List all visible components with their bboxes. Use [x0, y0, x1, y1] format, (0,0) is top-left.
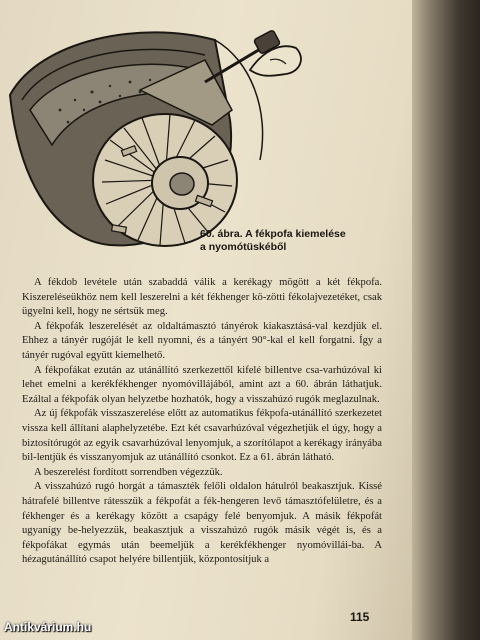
figure-caption-line-1: 60. ábra. A fékpofa kiemelése	[200, 228, 346, 240]
figure-caption-line-2: a nyomótüskéből	[200, 241, 287, 253]
page-edge-shadow	[412, 0, 480, 640]
paragraph: Az új fékpofák visszaszerelése előtt az automatikus fékpofa-utánállító szerkezetet vissza kell állítani alaphelyzetébe. Ezt két csavarhúzóval végezhetjük el úgy, hogy a biztosítórugót az egyik csavarhúzóval lenyomjuk, a szorítólapot a kerékagy irányába bil-lentjük és visszanyomjuk az utánállító csonkot. Ez a 61. ábrán látható.	[22, 408, 382, 464]
paragraph: A beszerelést fordított sorrendben végezzük.	[34, 466, 223, 478]
figure-caption	[200, 228, 400, 254]
brake-drum-illustration	[0, 0, 412, 262]
watermark: Antikvárium.hu	[4, 620, 92, 634]
body-text	[22, 276, 382, 568]
paragraph: A fékpofákat ezután az utánállító szerkezettől kifelé billentve csa-varhúzóval ki lehet emelni a kerékfékhenger nyomóvillájából, amint azt a 60. ábrán láthatjuk. Ezáltal a fékpofák olyan helyzetbe hozhatók, hogy a visszahúzó rugók meglazulnak.	[22, 364, 382, 405]
paragraph: A fékpofák leszerelését az oldaltámasztó tányérok kiakasztásá-val kezdjük el. Ehhez a tányér rugóját le kell nyomni, és a tányért 90°-kal el kell forgatni. Így a tányér rugóval együtt kiemelhető.	[22, 320, 382, 361]
paragraph: A visszahúzó rugó horgát a támaszték felőli oldalon hátulról beakasztjuk. Kissé hátrafelé billentve rátesszük a fékpofát a fék-hengeren levő támasztófelületre, és a fékhenger és a kerékagy között a csapágy felé benyomjuk. A másik fékpofát ugyanígy be-helyezzük, beakasztjuk a visszahúzó rugók másik végét is, és a fékpofákat egymás után beemeljük a kerékfékhenger nyomóvillái-ba. A hézagutánállító csapot helyére billentjük, központosítjuk a	[22, 481, 382, 566]
page-number: 115	[350, 610, 370, 624]
paragraph: A fékdob levétele után szabaddá válik a kerékagy mögött a két fékpofa. Kiszereléseükhöz nem kell leszerelni a két fékhenger kö-zötti fékolajvezetéket, csak ügyelni kell, hogy ne sértsük meg.	[22, 277, 382, 318]
